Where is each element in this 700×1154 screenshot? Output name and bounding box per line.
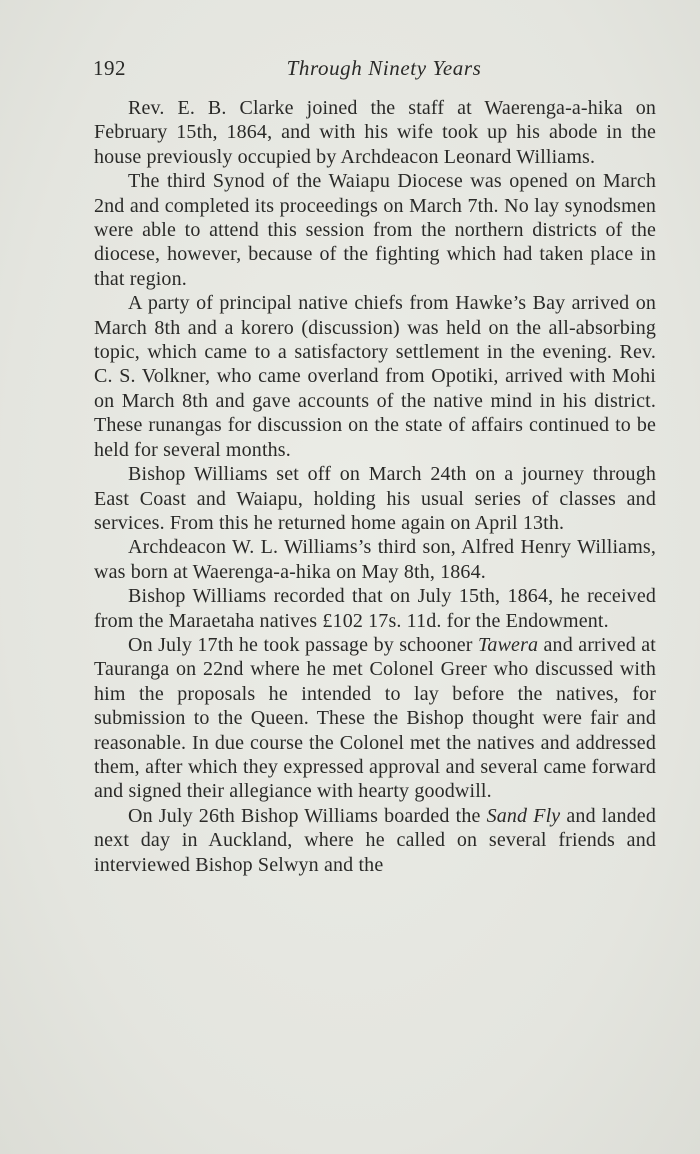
paragraph-tawera (94, 633, 656, 804)
body-text (94, 96, 656, 877)
paragraph-sandfly-after: and landed next day in Auckland, where he called on several friends and interviewed Bishop Selwyn and the (94, 804, 656, 876)
paragraph-tawera-before: On July 17th he took passage by schooner (128, 633, 478, 656)
paragraph-birth: Archdeacon W. L. Williams’s third son, Alfred Henry Williams, was born at Waerenga-a-hika on May 8th, 1864. (94, 536, 656, 583)
page-header (93, 56, 657, 86)
paragraph-clarke: Rev. E. B. Clarke joined the staff at Waerenga-a-hika on February 15th, 1864, and with his wife took up his abode in the house previously occupied by Archdeacon Leonard Williams. (94, 97, 656, 168)
paragraph-tawera-after: and arrived at Tauranga on 22nd where he met Colonel Greer who discussed with him the proposals he intended to lay before the natives, for submission to the Queen. These the Bishop thought were fair and reasonable. In due course the Colonel met the natives and addressed them, after which they expressed approval and several came forward and signed their allegiance with hearty goodwill. (94, 633, 656, 803)
page-number: 192 (93, 56, 126, 80)
paragraph-synod: The third Synod of the Waiapu Diocese was opened on March 2nd and completed its proceedings on March 7th. No lay synodsmen were able to attend this session from the northern districts of the diocese, however, because of the fighting which had taken place in that region. (94, 170, 656, 290)
paragraph-sandfly (94, 804, 656, 877)
paragraph-sandfly-before: On July 26th Bishop Williams boarded the (128, 804, 487, 827)
paragraph-endowment: Bishop Williams recorded that on July 15th, 1864, he received from the Maraetaha natives £102 17s. 11d. for the Endowment. (94, 585, 656, 632)
ship-name-sand-fly: Sand Fly (486, 804, 561, 827)
ship-name-tawera: Tawera (477, 633, 539, 656)
paragraph-journey: Bishop Williams set off on March 24th on a journey through East Coast and Waiapu, holding his usual series of classes and services. From this he returned home again on April 13th. (94, 463, 656, 534)
paragraph-chiefs: A party of principal native chiefs from Hawke’s Bay arrived on March 8th and a korero (discussion) was held on the all-absorbing topic, which came to a satisfactory settlement in the evening. Rev. C. S. Volkner, who came overland from Opotiki, arrived with Mohi on March 8th and gave accounts of the native mind in his district. These runangas for discussion on the state of affairs continued to be held for several months. (94, 292, 656, 461)
running-title: Through Ninety Years (286, 56, 482, 80)
